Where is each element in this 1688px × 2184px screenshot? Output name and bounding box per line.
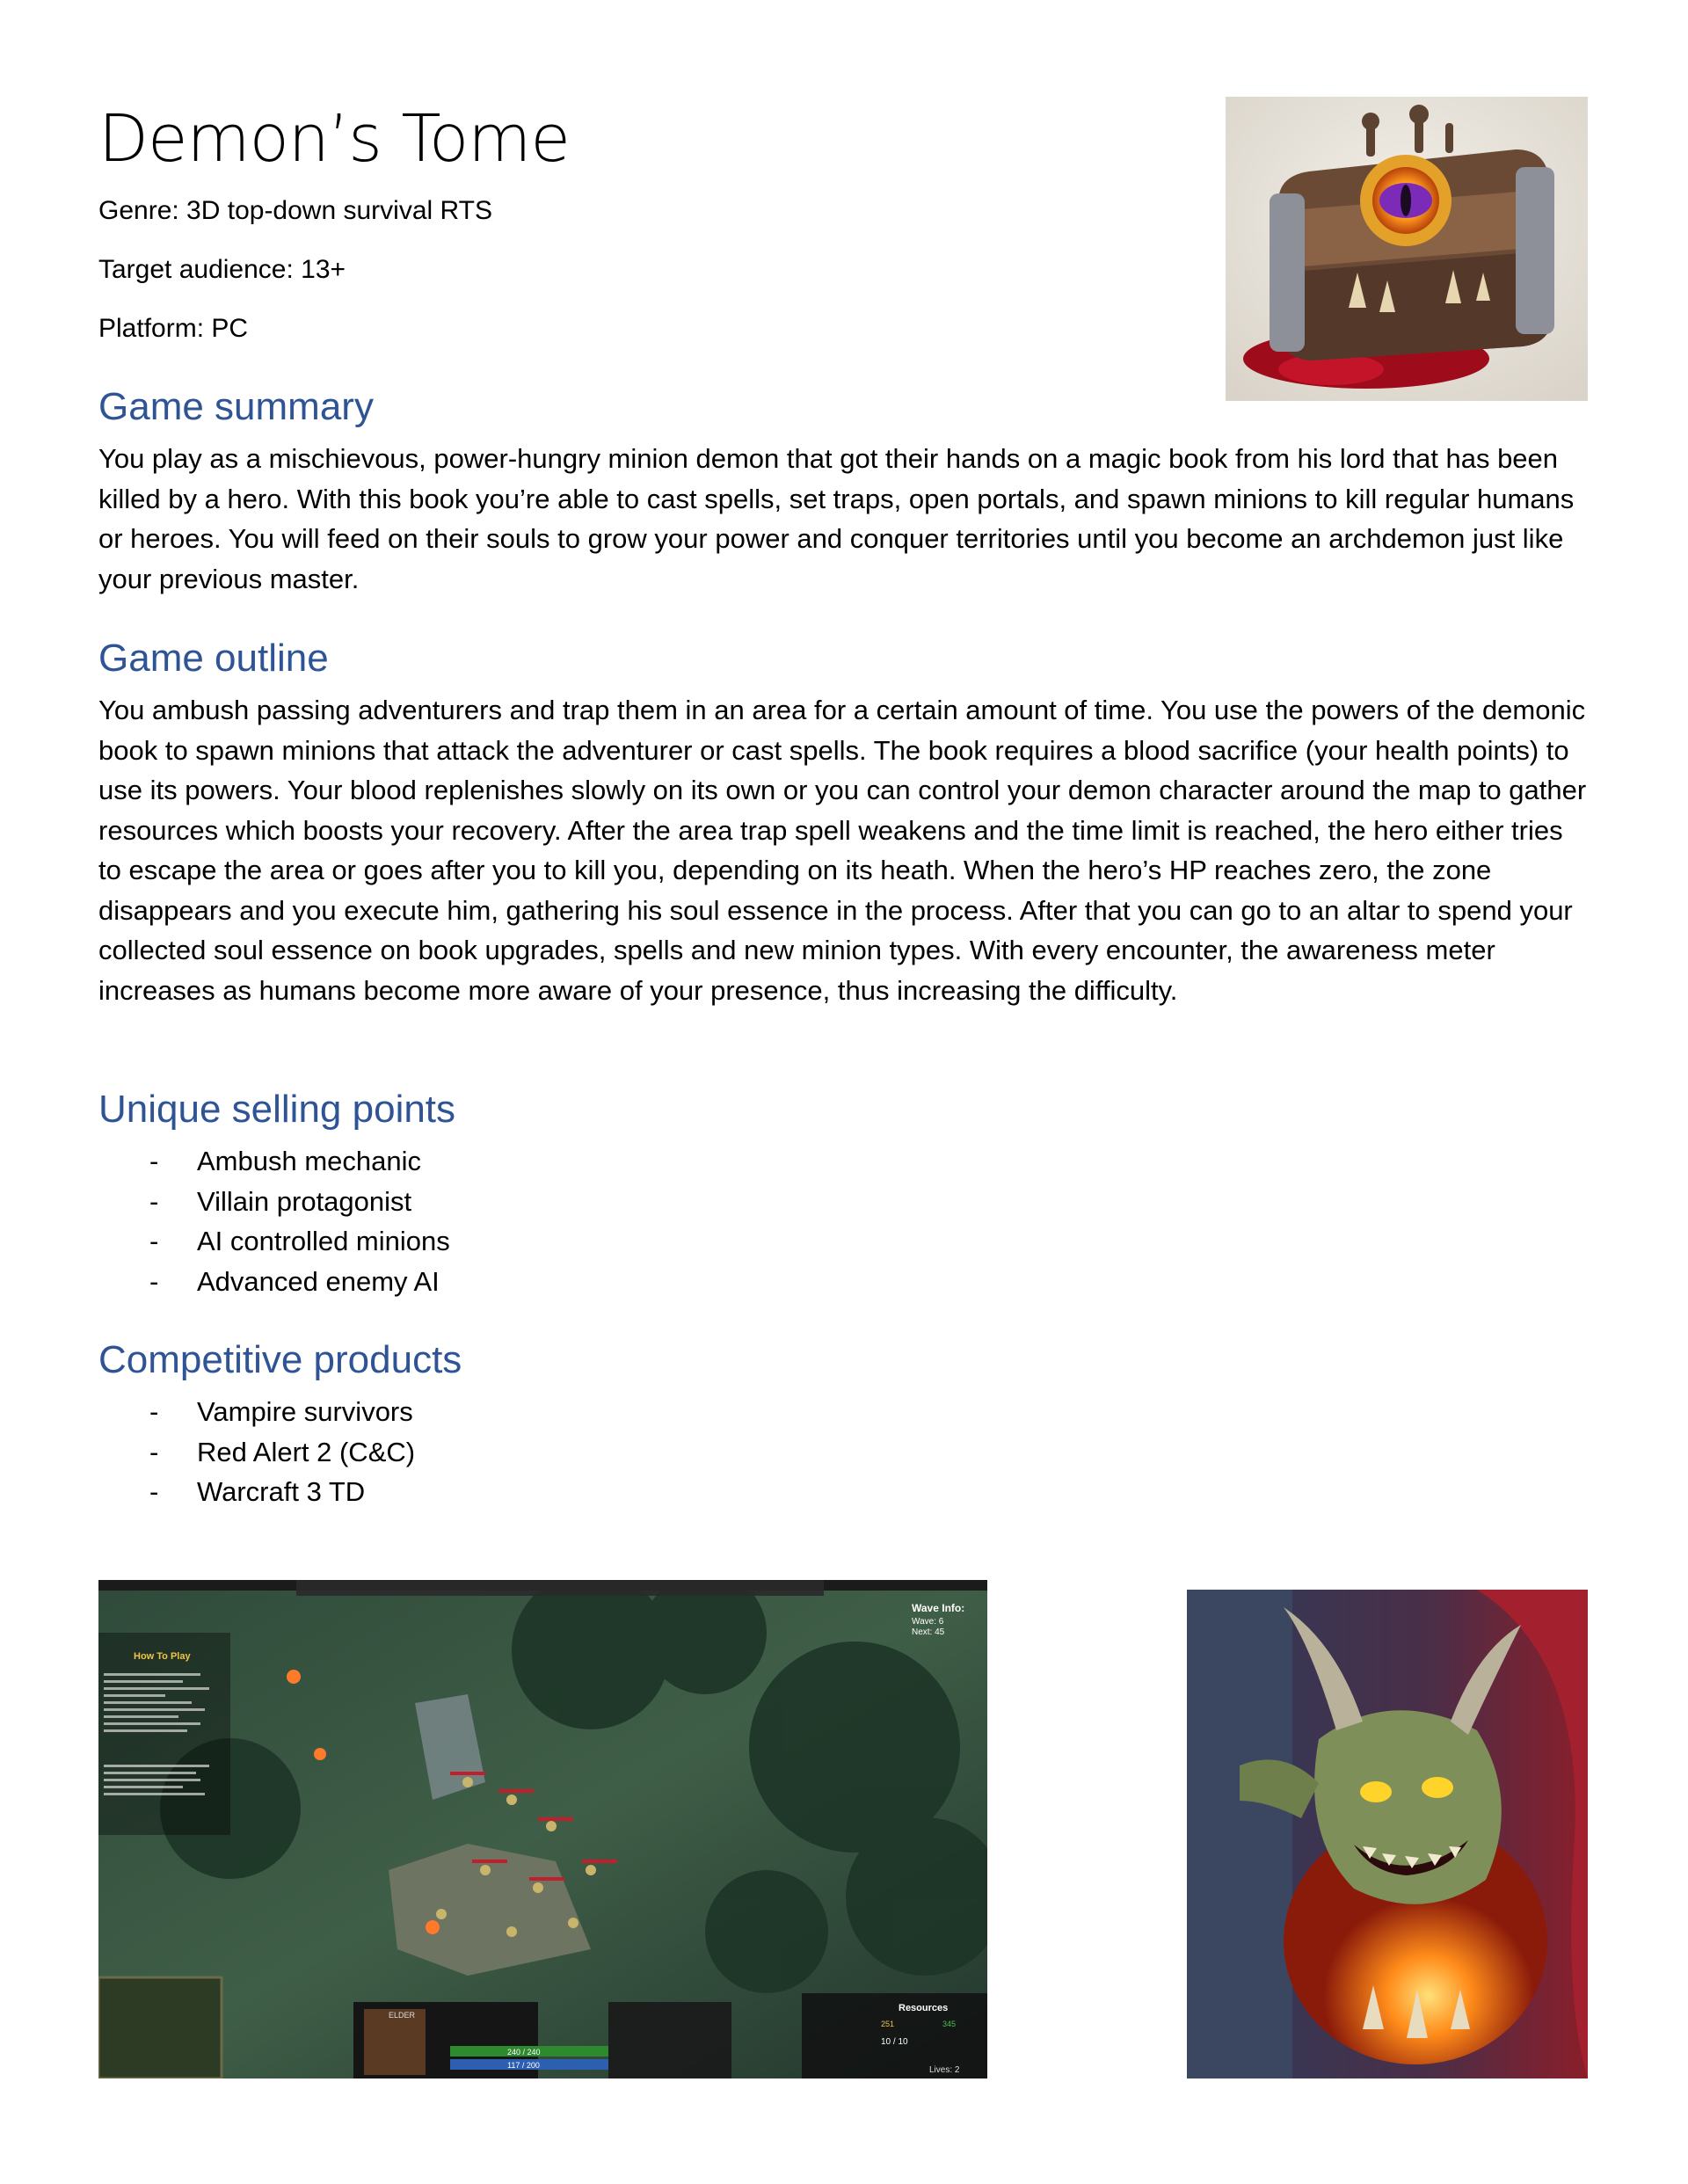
next-wave: Next: 45 — [912, 1627, 945, 1637]
food-count: 10 / 10 — [881, 2037, 908, 2047]
lumber-count: 345 — [942, 2020, 957, 2028]
usp-item-text: Advanced enemy AI — [197, 1265, 440, 1297]
platform-line: Platform: PC — [98, 314, 249, 343]
bullet-dash: - — [149, 1226, 159, 1256]
audience-line: Target audience: 13+ — [98, 255, 346, 284]
usp-heading: Unique selling points — [98, 1088, 456, 1131]
usp-item-text: AI controlled minions — [197, 1226, 450, 1256]
competitive-item-text: Vampire survivors — [197, 1396, 413, 1427]
document-title: Demon’s Tome — [98, 101, 570, 177]
how-to-play-label: How To Play — [134, 1651, 191, 1662]
usp-item-text: Villain protagonist — [197, 1185, 412, 1217]
competitive-heading: Competitive products — [98, 1338, 462, 1381]
lives-count: Lives: 2 — [929, 2065, 960, 2075]
bullet-dash: - — [149, 1476, 159, 1507]
genre-line: Genre: 3D top-down survival RTS — [98, 196, 492, 225]
bullet-dash: - — [149, 1146, 159, 1176]
list-item — [98, 1141, 450, 1182]
game-summary-text: You play as a mischievous, power-hungry minion demon that got their hands on a magic book from his lord that has been killed by a hero. With this book you’re able to cast spells, set traps, open portals, and spawn minions to kill regular humans or heroes. You will feed on their souls to grow your power and conquer territories until you become an archdemon just like your previous master. — [98, 443, 1575, 594]
unit-name: ELDER — [389, 2011, 416, 2020]
demon-book-image — [1226, 97, 1588, 401]
list-item — [98, 1472, 415, 1512]
list-item — [98, 1392, 415, 1432]
bullet-dash: - — [149, 1185, 159, 1217]
bullet-dash: - — [149, 1265, 159, 1297]
bullet-dash: - — [149, 1396, 159, 1427]
wave-number: Wave: 6 — [912, 1617, 944, 1627]
usp-list — [98, 1141, 450, 1301]
list-item — [98, 1262, 450, 1302]
wave-info-label: Wave Info: — [912, 1602, 965, 1614]
game-summary-heading: Game summary — [98, 385, 374, 428]
resources-label: Resources — [899, 2003, 949, 2013]
list-item — [98, 1432, 415, 1473]
hp-readout: 240 / 240 — [507, 2048, 541, 2057]
demon-imp-image — [1187, 1590, 1588, 2078]
list-item — [98, 1182, 450, 1222]
competitive-item-text: Warcraft 3 TD — [197, 1476, 366, 1507]
list-item — [98, 1221, 450, 1262]
usp-item-text: Ambush mechanic — [197, 1146, 422, 1176]
mana-readout: 117 / 200 — [507, 2061, 540, 2070]
game-outline-heading: Game outline — [98, 637, 329, 680]
bullet-dash: - — [149, 1436, 159, 1467]
competitive-item-text: Red Alert 2 (C&C) — [197, 1436, 416, 1467]
gold-count: 251 — [881, 2020, 895, 2028]
game-outline-text: You ambush passing adventurers and trap them in an area for a certain amount of time. You use the powers of the demonic book to spawn minions that attack the adventurer or cast spells. The book requires a blood sacrifice (your health points) to use its powers. Your blood replenishes slowly on its own or you can control your demon character around the map to gather resources which boosts your recovery. After the area trap spell weakens and the time limit is reached, the hero either tries to escape the area or goes after you to kill you, depending on its heath. When the hero’s HP reaches zero, the zone disappears and you execute him, gathering his soul essence in the process. After that you can go to an altar to spend your collected soul essence on book upgrades, spells and new minion types. With every encounter, the awareness meter increases as humans become more aware of your presence, thus increasing the difficulty. — [98, 695, 1587, 1006]
gameplay-screenshot — [98, 1580, 987, 2078]
competitive-list — [98, 1392, 415, 1512]
